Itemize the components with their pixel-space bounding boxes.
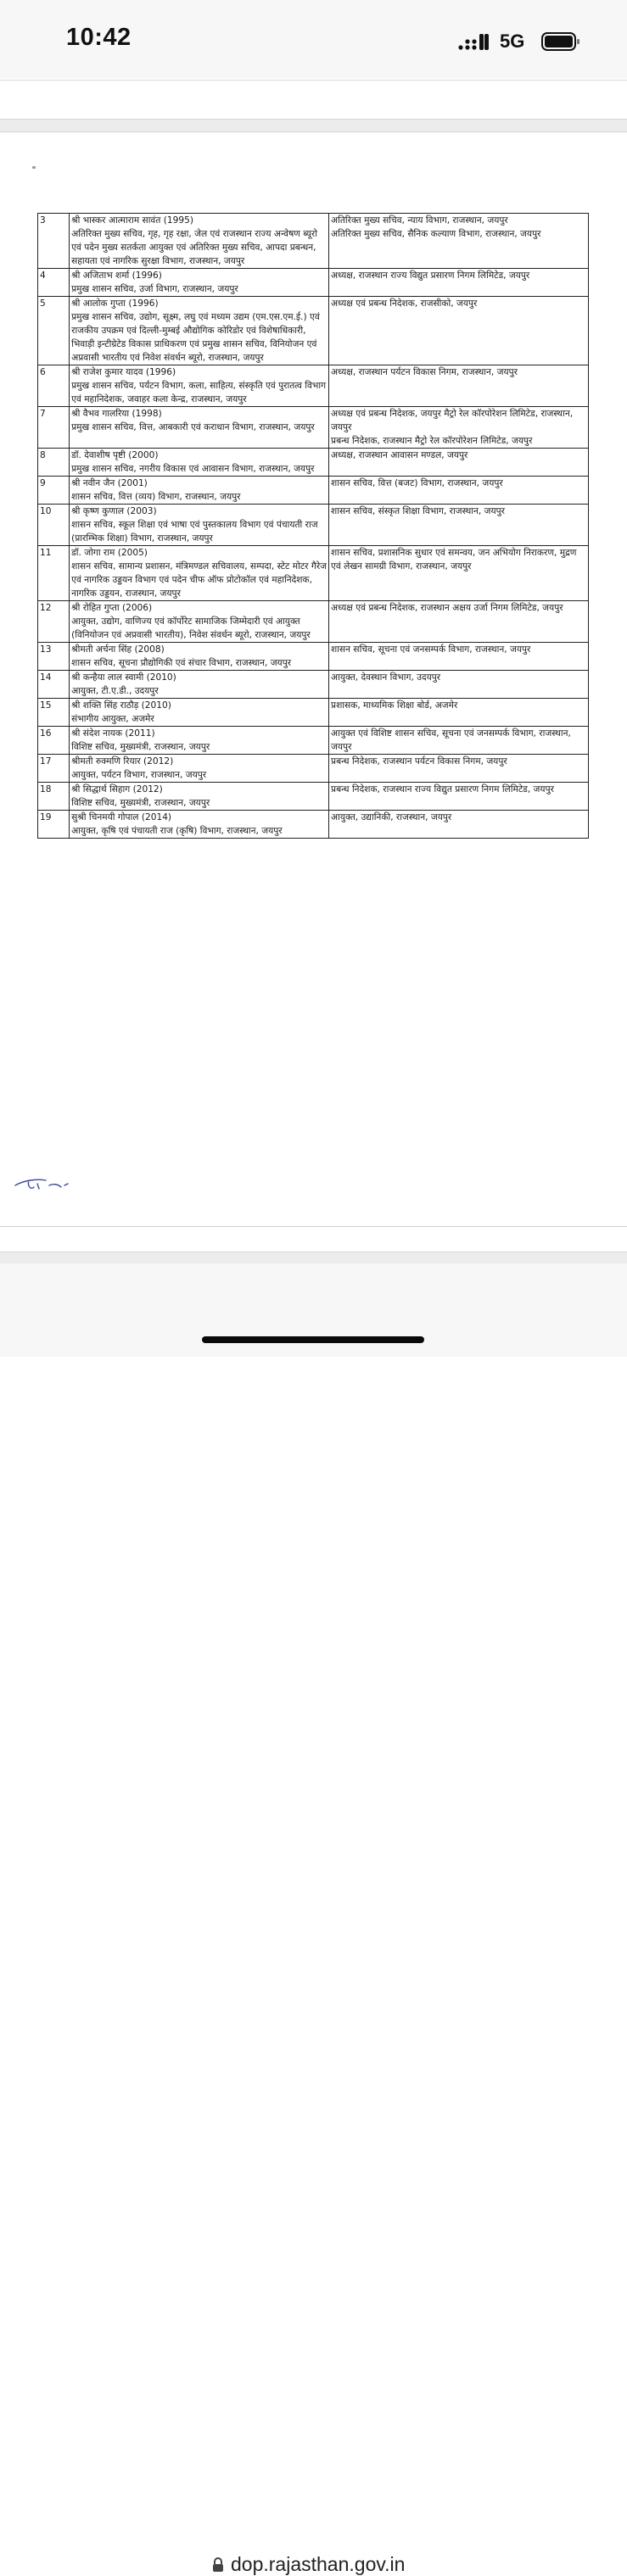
officer-name: श्री कृष्ण कुणाल (2003) — [71, 506, 157, 516]
page-separator — [0, 1252, 627, 1264]
serial-number: 5 — [38, 297, 70, 365]
table-row — [38, 643, 589, 671]
officer-name: डॉ. जोगा राम (2005) — [71, 548, 148, 558]
table-row — [38, 783, 589, 811]
table-row — [38, 214, 589, 269]
current-posting: शासन सचिव, सामान्य प्रशासन, मंत्रिमण्डल सचिवालय, सम्पदा, स्टेट मोटर गैरेज एवं नागरिक उड्डयन विभाग एवं पदेन चीफ ऑफ प्रोटोकॉल एवं महानिदेशक, नागरिक उड्डयन, राजस्थान, जयपुर — [71, 561, 327, 599]
current-posting: प्रमुख शासन सचिव, उर्जा विभाग, राजस्थान, जयपुर — [71, 284, 238, 294]
officer-name: श्री अजिताभ शर्मा (1996) — [71, 270, 162, 281]
divider — [0, 80, 627, 81]
officer-name: श्री वैभव गालरिया (1998) — [71, 409, 162, 419]
table-row — [38, 449, 589, 477]
lock-icon — [212, 2557, 224, 2573]
table-row — [38, 365, 589, 407]
table-row — [38, 477, 589, 505]
url-text[interactable]: dop.rajasthan.gov.in — [231, 2553, 406, 2575]
serial-number: 11 — [38, 546, 70, 601]
serial-number: 7 — [38, 407, 70, 449]
transfer-table — [37, 213, 589, 839]
serial-number: 9 — [38, 477, 70, 505]
table-row — [38, 546, 589, 601]
current-posting: प्रमुख शासन सचिव, पर्यटन विभाग, कला, साहित्य, संस्कृति एवं पुरातत्व विभाग एवं महानिदेशक, जवाहर कला केन्द्र, राजस्थान, जयपुर — [71, 381, 327, 404]
current-posting: प्रमुख शासन सचिव, उद्योग, सूक्ष्म, लघु एवं मध्यम उद्यम (एम.एस.एम.ई.) एवं राजकीय उपक्रम एवं दिल्ली-मुम्बई औद्योगिक कोरिडोर एवं विशेषाधिकारी, भिवाड़ी इन्टीग्रेटेड विकास प्राधिकरण एवं प्रमुख शासन सचिव, विनियोजन एवं अप्रवासी भारतीय एवं निवेश संवर्धन ब्यूरो, राजस्थान, जयपुर — [71, 312, 320, 363]
additional-charge: शासन सचिव, वित्त (बजट) विभाग, राजस्थान, जयपुर — [329, 477, 589, 505]
current-posting: अतिरिक्त मुख्य सचिव, गृह, गृह रक्षा, जेल एवं राजस्थान राज्य अन्वेषण ब्यूरो एवं पदेन मुख्य सतर्कता आयुक्त एवं अतिरिक्त मुख्य सचिव, आपदा प्रबन्धन, सहायता एवं नागरिक सुरक्षा विभाग, राजस्थान, जयपुर — [71, 229, 317, 266]
officer-cell — [70, 449, 329, 477]
table-row — [38, 811, 589, 839]
officer-name: श्री कन्हैया लाल स्वामी (2010) — [71, 672, 176, 683]
home-indicator[interactable] — [202, 1336, 424, 1343]
status-bar — [0, 0, 627, 78]
current-posting: आयुक्त, टी.ए.डी., उदयपुर — [71, 686, 159, 696]
additional-charge: शासन सचिव, प्रशासनिक सुधार एवं समन्वय, जन अभियोग निराकरण, मुद्रण एवं लेखन सामग्री विभाग, राजस्थान, जयपुर — [329, 546, 589, 601]
officer-cell — [70, 269, 329, 297]
officer-cell — [70, 546, 329, 601]
officer-name: डॉ. देवाशीष पृष्टी (2000) — [71, 450, 159, 460]
officer-name: श्री संदेश नायक (2011) — [71, 728, 155, 739]
current-posting: शासन सचिव, वित्त (व्यय) विभाग, राजस्थान, जयपुर — [71, 492, 241, 502]
serial-number: 3 — [38, 214, 70, 269]
serial-number: 8 — [38, 449, 70, 477]
current-posting: विशिष्ट सचिव, मुख्यमंत्री, राजस्थान, जयपुर — [71, 742, 210, 752]
table-row — [38, 727, 589, 755]
officer-name: श्री आलोक गुप्ता (1996) — [71, 298, 159, 309]
additional-charge: अध्यक्ष, राजस्थान आवासन मण्डल, जयपुर — [329, 449, 589, 477]
serial-number: 14 — [38, 671, 70, 699]
serial-number: 13 — [38, 643, 70, 671]
officer-name: श्री सिद्धार्थ सिहाग (2012) — [71, 784, 163, 795]
battery-icon — [541, 32, 580, 51]
officer-name: सुश्री चिनमयी गोपाल (2014) — [71, 812, 172, 822]
officer-cell — [70, 811, 329, 839]
additional-charge: शासन सचिव, सूचना एवं जनसम्पर्क विभाग, राजस्थान, जयपुर — [329, 643, 589, 671]
divider — [0, 1226, 627, 1227]
current-posting: आयुक्त, उद्योग, वाणिज्य एवं कॉर्पोरेट सामाजिक जिम्मेदारी एवं आयुक्त (विनियोजन एवं अप्रवासी भारतीय), निवेश संवर्धन ब्यूरो, राजस्थान, जयपुर — [71, 616, 311, 640]
officer-cell — [70, 643, 329, 671]
table-row — [38, 755, 589, 783]
officer-cell — [70, 407, 329, 449]
officer-cell — [70, 727, 329, 755]
table-row — [38, 407, 589, 449]
officer-cell — [70, 601, 329, 643]
additional-charge: आयुक्त एवं विशिष्ट शासन सचिव, सूचना एवं जनसम्पर्क विभाग, राजस्थान, जयपुर — [329, 727, 589, 755]
current-posting: संभागीय आयुक्त, अजमेर — [71, 714, 154, 724]
officer-cell — [70, 671, 329, 699]
page-separator — [0, 119, 627, 132]
current-posting: आयुक्त, पर्यटन विभाग, राजस्थान, जयपुर — [71, 770, 207, 780]
serial-number: 6 — [38, 365, 70, 407]
serial-number: 12 — [38, 601, 70, 643]
signature-mark — [12, 1170, 80, 1196]
serial-number: 4 — [38, 269, 70, 297]
serial-number: 10 — [38, 505, 70, 546]
current-posting: शासन सचिव, सूचना प्रौद्योगिकी एवं संचार विभाग, राजस्थान, जयपुर — [71, 658, 292, 668]
table-row — [38, 601, 589, 643]
additional-charge: अध्यक्ष, राजस्थान पर्यटन विकास निगम, राजस्थान, जयपुर — [329, 365, 589, 407]
additional-charge: अध्यक्ष एवं प्रबन्ध निदेशक, राजसीको, जयपुर — [329, 297, 589, 365]
current-posting: प्रमुख शासन सचिव, नगरीय विकास एवं आवासन विभाग, राजस्थान, जयपुर — [71, 464, 315, 474]
serial-number: 15 — [38, 699, 70, 727]
officer-name: श्री शक्ति सिंह राठौड़ (2010) — [71, 700, 171, 711]
table-row — [38, 699, 589, 727]
officer-cell — [70, 365, 329, 407]
signal-icon — [458, 32, 489, 51]
officer-cell — [70, 477, 329, 505]
officer-cell — [70, 297, 329, 365]
table-row — [38, 505, 589, 546]
additional-charge: प्रबन्ध निदेशक, राजस्थान पर्यटन विकास निगम, जयपुर — [329, 755, 589, 783]
officer-name: श्रीमती अर्चना सिंह (2008) — [71, 644, 165, 655]
current-posting: प्रमुख शासन सचिव, वित्त, आबकारी एवं कराधान विभाग, राजस्थान, जयपुर — [71, 422, 315, 432]
table-row — [38, 269, 589, 297]
table-row — [38, 671, 589, 699]
serial-number: 19 — [38, 811, 70, 839]
additional-charge: प्रबन्ध निदेशक, राजस्थान राज्य विद्युत प्रसारण निगम लिमिटेड, जयपुर — [329, 783, 589, 811]
officer-cell — [70, 755, 329, 783]
additional-charge: प्रशासक, माध्यमिक शिक्षा बोर्ड, अजमेर — [329, 699, 589, 727]
scan-mark — [32, 166, 36, 169]
current-posting: शासन सचिव, स्कूल शिक्षा एवं भाषा एवं पुस्तकालय विभाग एवं पंचायती राज (प्रारम्भिक शिक्षा) विभाग, राजस्थान, जयपुर — [71, 520, 318, 544]
clock: 10:42 — [66, 24, 132, 51]
current-posting: विशिष्ट सचिव, मुख्यमंत्री, राजस्थान, जयपुर — [71, 798, 210, 808]
table-row — [38, 297, 589, 365]
serial-number: 17 — [38, 755, 70, 783]
officer-name: श्री भास्कर आत्माराम सावंत (1995) — [71, 215, 193, 226]
additional-charge: अध्यक्ष एवं प्रबन्ध निदेशक, राजस्थान अक्षय उर्जा निगम लिमिटेड, जयपुर — [329, 601, 589, 643]
officer-cell — [70, 699, 329, 727]
officer-name: श्री राजेश कुमार यादव (1996) — [71, 367, 176, 377]
additional-charge: आयुक्त, देवस्थान विभाग, उदयपुर — [329, 671, 589, 699]
officer-name: श्री रोहित गुप्ता (2006) — [71, 603, 153, 613]
serial-number: 18 — [38, 783, 70, 811]
current-posting: आयुक्त, कृषि एवं पंचायती राज (कृषि) विभाग, राजस्थान, जयपुर — [71, 826, 283, 836]
additional-charge: आयुक्त, उद्यानिकी, राजस्थान, जयपुर — [329, 811, 589, 839]
additional-charge: शासन सचिव, संस्कृत शिक्षा विभाग, राजस्थान, जयपुर — [329, 505, 589, 546]
additional-charge: अध्यक्ष एवं प्रबन्ध निदेशक, जयपुर मैट्रो रेल कॉरपोरेशन लिमिटेड, राजस्थान, जयपुर प्रबन्ध निदेशक, राजस्थान मैट्रो रेल कॉरपोरेशन लिमिटेड, जयपुर — [329, 407, 589, 449]
network-type: 5G — [500, 31, 525, 52]
additional-charge: अध्यक्ष, राजस्थान राज्य विद्युत प्रसारण निगम लिमिटेड, जयपुर — [329, 269, 589, 297]
officer-name: श्रीमती रुक्मणि रियार (2012) — [71, 756, 174, 767]
officer-cell — [70, 505, 329, 546]
officer-cell — [70, 783, 329, 811]
officer-name: श्री नवीन जैन (2001) — [71, 478, 148, 488]
serial-number: 16 — [38, 727, 70, 755]
officer-cell — [70, 214, 329, 269]
additional-charge: अतिरिक्त मुख्य सचिव, न्याय विभाग, राजस्थान, जयपुर अतिरिक्त मुख्य सचिव, सैनिक कल्याण विभाग, राजस्थान, जयपुर — [329, 214, 589, 269]
